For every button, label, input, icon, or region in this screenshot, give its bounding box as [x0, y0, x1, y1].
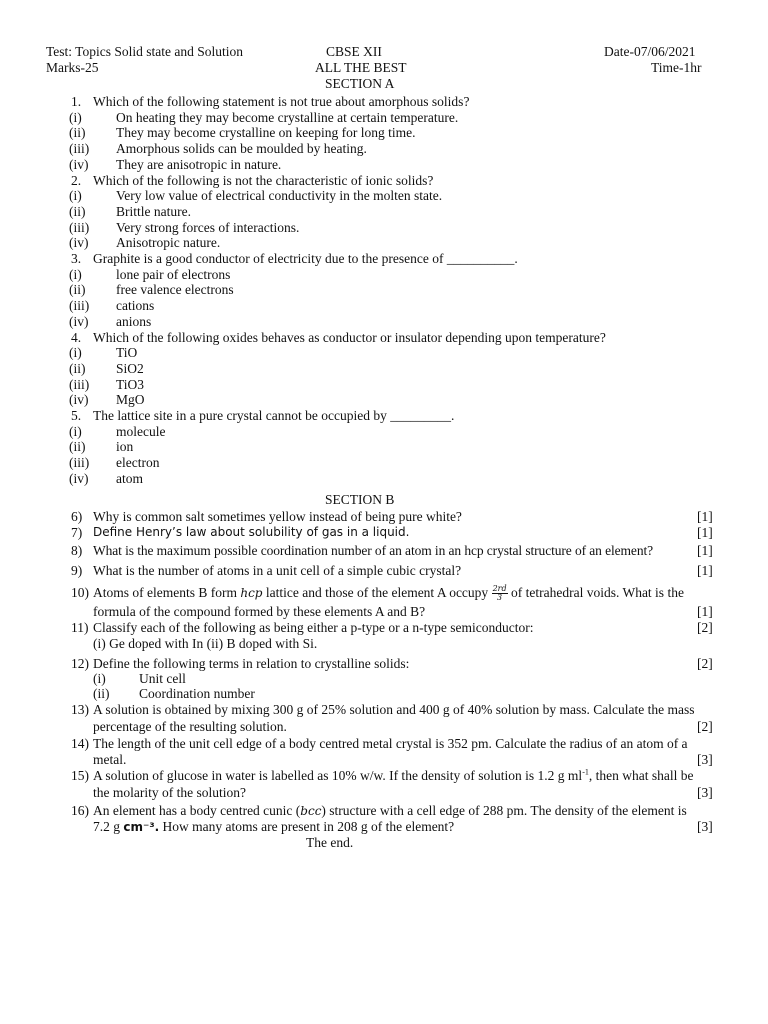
option-text: They are anisotropic in nature. — [116, 156, 282, 172]
question-paper: Test: Topics Solid state and Solution CBSE XII Date-07/06/2021 Marks-25 ALL THE BEST Time-1hr SECTION A 1. Which of the following statement is not true about amorphous solids? (i) On heating they may become crystalline at certain temperature. (ii) They may become crystalline on keeping for long time. (iii) Amorphous solids can be moulded by heating. (iv) They are anisotropic in nature. 2. Which of the following is not the characteristic of ionic solids? (i) Very low value of electrical conductivity in the molten state. (ii) Brittle nature. (iii) Very strong forces of interactions. (iv) Anisotropic nature. 3. Graphite is a good conductor of electricity due to the presence of __________. (i) lone pair of electrons (ii) free valence electrons (iii) cations (iv) anions 4. Which of the following oxides behaves as conductor or insulator depending upon temperature? (i) TiO (ii) SiO2 (iii) TiO3 (iv) MgO 5. The lattice site in a pure crystal cannot be occupied by _________. (i) molecule (ii) ion (iii) electron (iv) atom SECTION B 6) Why is common salt sometimes yellow instead of being pure white? [1] 7) Define Henry’s law about solubility of gas in a liquid. [1] 8) What is the maximum possible coordination number of an atom in an hcp crystal structure of an element? [1] 9) What is the number of atoms in a unit cell of a simple cubic crystal? [1] 10) Atoms of elements B form hcp lattice and those of the element A occupy $\frac{2rd}{3}$ of tetrahedral voids. What is the formula of the compound formed by these elements A and B? [1] 11) Classify each of the following as being either a p-type or a n-type semiconductor: [2] (i) Ge doped with In (ii) B doped with Si. 12) Define the following terms in relation to crystalline solids: [2] (i) Unit cell (ii) Coordination number 13) A solution is obtained by mixing 300 g of 25% solution and 400 g of 40% solution by mass. Calculate the mass percentage of the resulting solution. [2] 14) The length of the unit cell edge of a body centred metal crystal is 352 pm. Calculate the radius of an atom of a metal. [3] 15) A solution of glucose in water is labelled as 10% w/w. If the density of solution is 1.2 g $ml^{-1}$, then what shall be the molarity of the solution? [3] 16) An element has a body centred cunic (bcc) structure with a cell edge of 288 pm. The density of the element is 7.2 g cm⁻³. How many atoms are present in 208 g of the element? [3] The end. — [46, 44, 713, 850]
bcc-math: bcc — [300, 804, 322, 818]
question-text: Define the following terms in relation to crystalline solids: — [93, 656, 410, 671]
option-text: They may become crystalline on keeping for long time. — [116, 125, 416, 141]
option-text: On heating they may become crystalline at certain temperature. — [116, 109, 459, 125]
option-text: MgO — [116, 392, 145, 408]
option-text: Amorphous solids can be moulded by heating. — [116, 141, 367, 157]
fraction: $\frac{2rd}{3}$ — [492, 584, 507, 603]
question-marks: [3] — [697, 819, 713, 834]
question-marks: [1] — [697, 543, 713, 558]
option-label: (i) — [69, 345, 82, 361]
question-text: The lattice site in a pure crystal cannot be occupied by _________. — [93, 408, 455, 423]
option-label: (iii) — [69, 455, 90, 471]
question-text: Why is common salt sometimes yellow instead of being pure white? — [93, 509, 462, 524]
time-allowed: Time-1hr — [651, 60, 702, 75]
option-label: (iv) — [69, 156, 89, 172]
option-text: free valence electrons — [116, 282, 234, 298]
question-marks: [1] — [697, 604, 713, 619]
option-label: (iii) — [69, 298, 90, 314]
question-marks: [1] — [697, 509, 713, 524]
class-label: CBSE XII — [326, 44, 382, 59]
option-text: Very strong forces of interactions. — [116, 219, 300, 235]
option-label: (iii) — [69, 141, 90, 157]
option-text: SiO2 — [116, 360, 144, 376]
question-text: Which of the following is not the characteristic of ionic solids? — [93, 172, 434, 188]
section-b-title: SECTION B — [325, 492, 395, 507]
option-text: Very low value of electrical conductivity in the molten state. — [116, 188, 443, 204]
test-date: Date-07/06/2021 — [604, 44, 696, 59]
option-text: anions — [116, 313, 152, 329]
question-text: Graphite is a good conductor of electricity due to the presence of __________. — [93, 251, 518, 266]
option-label: (iv) — [69, 392, 89, 408]
test-title: Test: Topics Solid state and Solution — [46, 44, 243, 59]
option-label: (iii) — [69, 219, 90, 235]
question-text: The length of the unit cell edge of a body centred metal crystal is 352 pm. Calculate the radius of an atom of a — [93, 736, 688, 751]
option-label: (ii) — [69, 125, 86, 141]
option-label: (i) — [69, 188, 82, 204]
option-label: (iv) — [69, 470, 89, 486]
question-text: A solution of glucose in water is labelled as 10% w/w. If the density of solution is 1.2 g $ml^{-1}$, then what shall be — [93, 767, 694, 783]
option-text: electron — [116, 455, 160, 471]
question-text: Which of the following statement is not true about amorphous solids? — [93, 94, 470, 109]
option-label: (iii) — [69, 376, 90, 392]
hcp-math: hcp — [240, 586, 263, 600]
option-label: (i) — [69, 423, 82, 439]
question-text: What is the maximum possible coordination number of an atom in an hcp crystal structure of an element? — [93, 543, 654, 558]
option-text: lone pair of electrons — [116, 266, 231, 282]
option-text: cations — [116, 298, 155, 314]
option-text: molecule — [116, 423, 166, 439]
option-label: (ii) — [69, 360, 86, 376]
question-text: Atoms of elements B form hcp lattice and those of the element A occupy $\frac{2rd}{3}$ of tetrahedral voids. What is the — [93, 584, 684, 603]
question-text: A solution is obtained by mixing 300 g of 25% solution and 400 g of 40% solution by mass. Calculate the mass — [93, 702, 695, 717]
option-text: Anisotropic nature. — [116, 235, 221, 251]
option-label: (iv) — [69, 313, 89, 329]
option-label: (ii) — [69, 282, 86, 298]
question-marks: [3] — [697, 785, 713, 800]
total-marks: Marks-25 — [46, 60, 99, 75]
option-text: Brittle nature. — [116, 203, 191, 219]
option-label: (iv) — [69, 235, 89, 251]
question-text: Which of the following oxides behaves as conductor or insulator depending upon temperature? — [93, 329, 606, 345]
question-marks: [2] — [697, 656, 713, 671]
question-text: What is the number of atoms in a unit cell of a simple cubic crystal? — [93, 563, 462, 578]
the-end: The end. — [306, 835, 354, 850]
question-text: An element has a body centred cunic (bcc) structure with a cell edge of 288 pm. The density of the element is — [93, 803, 687, 818]
question-marks: [2] — [697, 620, 713, 635]
option-text: atom — [116, 470, 143, 486]
question-marks: [3] — [697, 752, 713, 767]
option-label: (ii) — [69, 203, 86, 219]
question-marks: [1] — [697, 563, 713, 578]
greeting: ALL THE BEST — [315, 60, 407, 75]
question-marks: [1] — [697, 525, 713, 540]
option-text: TiO — [116, 345, 138, 361]
option-text: TiO3 — [116, 376, 145, 392]
question-text: Define Henry’s law about solubility of gas in a liquid. — [93, 525, 410, 539]
section-a-title: SECTION A — [325, 76, 395, 91]
question-marks: [2] — [697, 719, 713, 734]
option-label: (ii) — [69, 439, 86, 455]
question-text: Classify each of the following as being either a p-type or a n-type semiconductor: — [93, 620, 534, 635]
option-label: (i) — [69, 266, 82, 282]
option-label: (i) — [69, 109, 82, 125]
option-text: ion — [116, 439, 134, 455]
